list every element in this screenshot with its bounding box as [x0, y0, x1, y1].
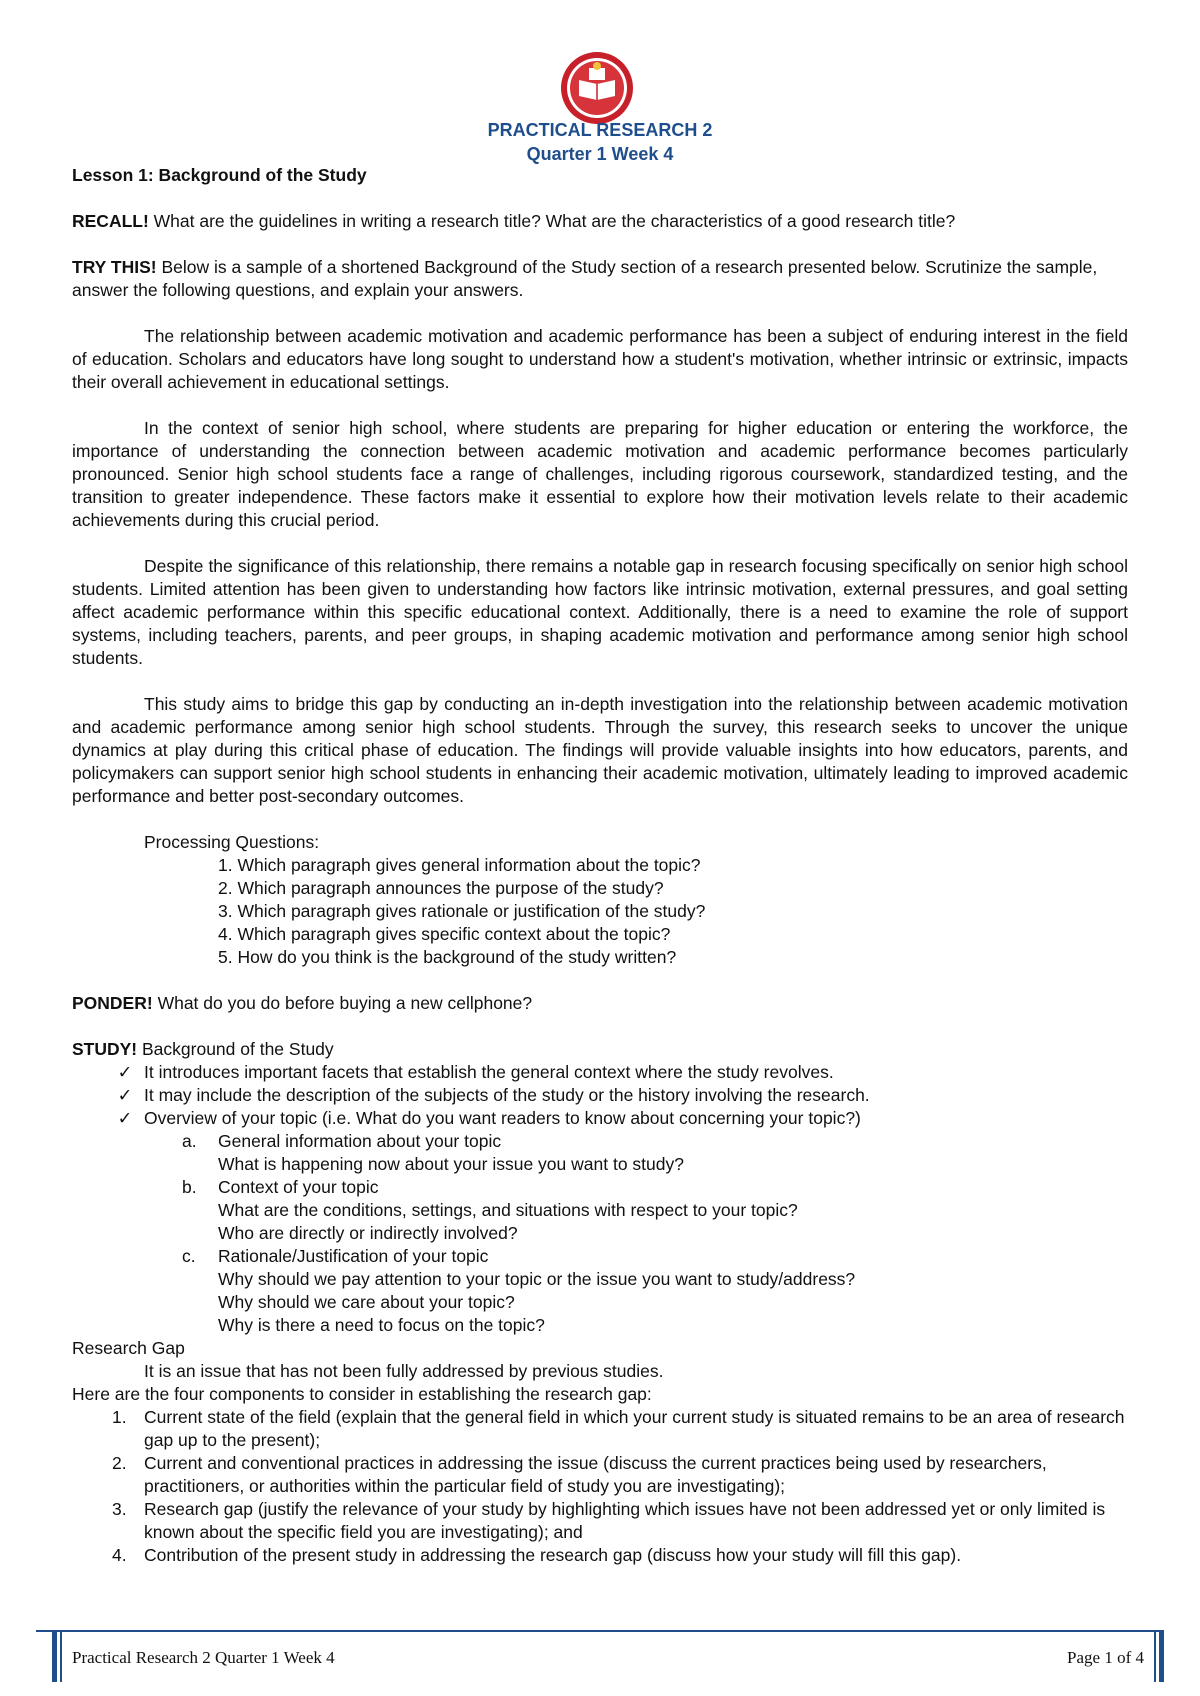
school-seal-logo: [559, 50, 635, 126]
footer-bar-left: [52, 1632, 57, 1682]
processing-question: 1. Which paragraph gives general information about the topic?: [218, 855, 701, 875]
try-this-section: [72, 256, 1128, 302]
lesson-title: Lesson 1: Background of the Study: [72, 165, 367, 185]
study-label: STUDY!: [72, 1039, 138, 1059]
research-gap-component: 1. Current state of the field (explain that the general field in which your current study is situated remains to be an area of research gap up to the present);: [112, 1407, 1125, 1450]
sample-paragraph-3: Despite the significance of this relationship, there remains a notable gap in research focusing specifically on senior high school students. Limited attention has been given to understanding how factors like intrinsic motivation, external pressures, and goal setting affect academic performance within this specific educational context. Additionally, there is a need to examine the role of support systems, including teachers, parents, and peer groups, in shaping academic motivation and performance among senior high school students.: [72, 556, 1128, 668]
page-number: Page 1 of 4: [1067, 1648, 1144, 1667]
research-gap-component: 3. Research gap (justify the relevance of your study by highlighting which issues have not been addressed yet or only limited is known about the specific field you are investigating); and: [112, 1499, 1106, 1542]
check-item: ✓ Overview of your topic (i.e. What do you want readers to know about concerning your topic?): [72, 1107, 1128, 1130]
footer-bar-left-thin: [60, 1632, 62, 1682]
overview-item-a: a. General information about your topic: [182, 1131, 502, 1151]
document-header: [0, 118, 1200, 166]
study-section: [72, 1038, 1128, 1061]
overview-question: Why should we care about your topic?: [218, 1292, 515, 1312]
processing-question: 3. Which paragraph gives rationale or justification of the study?: [218, 901, 706, 921]
research-gap-component: 2. Current and conventional practices in addressing the issue (discuss the current practices being used by researchers, practitioners, or authorities within the particular field of study you are investigating);: [112, 1453, 1047, 1496]
lesson-content: [72, 164, 1128, 1567]
footer-course-label: Practical Research 2 Quarter 1 Week 4: [72, 1648, 335, 1667]
check-item: ✓ It may include the description of the subjects of the study or the history involving the research.: [72, 1084, 1128, 1107]
overview-item-c: c. Rationale/Justification of your topic: [182, 1246, 489, 1266]
processing-questions-title: Processing Questions:: [144, 832, 320, 852]
footer-bar-right: [1159, 1632, 1164, 1682]
course-title: PRACTICAL RESEARCH 2: [487, 120, 713, 140]
study-text: Background of the Study: [137, 1039, 334, 1059]
overview-item-b: b. Context of your topic: [182, 1177, 379, 1197]
footer-bar-right-thin: [1154, 1632, 1156, 1682]
checkmark-icon: ✓: [117, 1108, 133, 1128]
research-gap-definition: It is an issue that has not been fully addressed by previous studies.: [144, 1361, 664, 1381]
ponder-label: PONDER!: [72, 993, 153, 1013]
overview-question: Why should we pay attention to your topic or the issue you want to study/address?: [218, 1269, 856, 1289]
research-gap-component: 4. Contribution of the present study in addressing the research gap (discuss how your study will fill this gap).: [112, 1545, 962, 1565]
sample-paragraph-2: In the context of senior high school, where students are preparing for higher education or entering the workforce, the importance of understanding the connection between academic motivation and academic performance becomes particularly pronounced. Senior high school students face a range of challenges, including rigorous coursework, standardized testing, and the transition to greater independence. These factors make it essential to explore how their motivation levels relate to their academic achievements during this crucial period.: [72, 418, 1128, 530]
ponder-section: [72, 992, 1128, 1015]
overview-question: What are the conditions, settings, and situations with respect to your topic?: [218, 1200, 798, 1220]
checkmark-icon: ✓: [117, 1062, 133, 1082]
checkmark-icon: ✓: [117, 1085, 133, 1105]
recall-label: RECALL!: [72, 211, 149, 231]
quarter-week: Quarter 1 Week 4: [526, 144, 674, 164]
recall-text: What are the guidelines in writing a research title? What are the characteristics of a good research title?: [148, 211, 956, 231]
research-gap-title: Research Gap: [72, 1338, 185, 1358]
try-this-label: TRY THIS!: [72, 257, 157, 277]
recall-section: [72, 210, 1128, 233]
processing-question: 4. Which paragraph gives specific context about the topic?: [218, 924, 671, 944]
overview-question: Who are directly or indirectly involved?: [218, 1223, 518, 1243]
ponder-text: What do you do before buying a new cellphone?: [152, 993, 533, 1013]
page-footer: [52, 1632, 1164, 1684]
sample-paragraph-1: The relationship between academic motivation and academic performance has been a subject of enduring interest in the field of education. Scholars and educators have long sought to understand how a student's motivation, whether intrinsic or extrinsic, impacts their overall achievement in educational settings.: [72, 326, 1128, 392]
overview-question: What is happening now about your issue you want to study?: [218, 1154, 684, 1174]
sample-paragraph-4: This study aims to bridge this gap by conducting an in-depth investigation into the relationship between academic motivation and academic performance among senior high school students. Through the survey, this research seeks to uncover the unique dynamics at play during this critical phase of education. The findings will provide valuable insights into how educators, parents, and policymakers can support senior high school students in enhancing their academic motivation, ultimately leading to improved academic performance and better post-secondary outcomes.: [72, 694, 1128, 806]
processing-question: 2. Which paragraph announces the purpose of the study?: [218, 878, 664, 898]
research-gap-intro: Here are the four components to consider in establishing the research gap:: [72, 1384, 652, 1404]
processing-question: 5. How do you think is the background of the study written?: [218, 947, 677, 967]
check-item: ✓ It introduces important facets that establish the general context where the study revolves.: [72, 1061, 1128, 1084]
overview-question: Why is there a need to focus on the topic?: [218, 1315, 545, 1335]
try-this-text: Below is a sample of a shortened Background of the Study section of a research presented below. Scrutinize the sample, answer the following questions, and explain your answers.: [72, 257, 1098, 300]
